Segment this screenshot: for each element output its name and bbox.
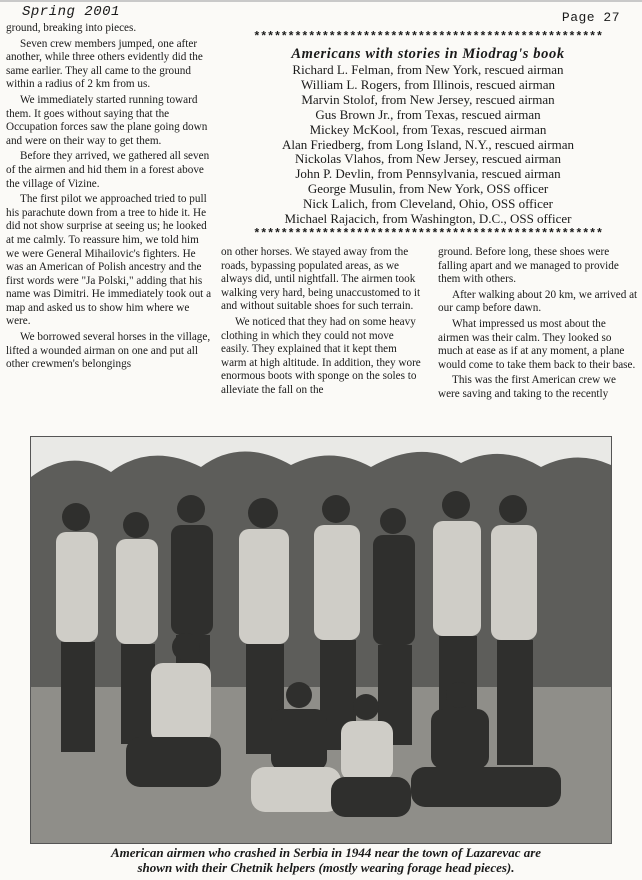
name-item: Michael Rajacich, from Washington, D.C., OSS officer [284,211,572,227]
paragraph: What impressed us most about the airmen was their calm. They looked so much at ease as if at any moment, a plane would come to take them back to their base. [438,317,636,371]
paragraph: We immediately started running toward them. It goes without saying that the Occupation forces saw the plane going down and were on their way to get them. [6,93,208,147]
name-list [223,63,633,227]
paragraph: This was the first American crew we were saving and taking to the recently [438,374,617,400]
photo-caption [20,846,632,875]
photo-illustration [31,437,611,843]
page-number: Page 27 [561,10,620,25]
name-item: John P. Devlin, from Pennsylvania, rescued airman [295,166,561,182]
name-item: George Musulin, from New York, OSS officer [307,181,549,197]
paragraph: We borrowed several horses in the village, lifted a wounded airman on one and put all other crewmen's belongings [6,331,211,371]
star-divider-top: *************************************************** [253,30,603,44]
name-item: Nick Lalich, from Cleveland, Ohio, OSS officer [303,196,553,212]
person [373,508,415,745]
paragraph: Before they arrived, we gathered all seven of the airmen and hid them in a forest above the village of Vizine. [6,150,210,190]
name-item: Mickey McKool, from Texas, rescued airman [309,121,547,137]
paragraph: We noticed that they had on some heavy clothing in which they could not move easily. They explained that it kept them warm at high altitude. In addition, they wore enormous boots with sponge on the soles to alleviate the fall on the [221,315,421,396]
group-photo [30,436,612,844]
paragraph: ground, breaking into pieces. [6,22,137,34]
paragraph: Seven crew members jumped, one after another, while three others evidently did the same earlier. They all came to the ground within a radius of 2 km from us. [6,37,203,91]
top-rule [0,0,642,2]
caption-line: shown with their Chetnik helpers (mostly wearing forage head pieces). [137,859,515,875]
issue-header: Spring 2001 [22,4,120,20]
column-right [438,246,638,404]
name-item: Marvin Stolof, from New Jersey, rescued airman [301,91,555,107]
column-left [6,22,212,374]
paragraph: ground. Before long, these shoes were falling apart and we managed to provide them with others. [438,246,619,286]
name-item: Richard L. Felman, from New York, rescued airman [292,62,564,77]
name-item: Gus Brown Jr., from Texas, rescued airman [315,106,541,122]
caption-line: American airmen who crashed in Serbia in 1944 near the town of Lazarevac are [110,845,542,860]
star-divider-bottom: *************************************************** [253,226,603,241]
name-item: William L. Rogers, from Illinois, rescued airman [301,76,555,92]
column-middle [221,246,424,400]
person [491,495,537,765]
paragraph: on other horses. We stayed away from the roads, bypassing populated areas, as we always did, until nightfall. The airmen took walking very hard, being unaccustomed to it and without suitable shoes for such terrain. [221,246,421,313]
paragraph: The first pilot we approached tried to pull his parachute down from a tree to hide it. He did not show surprise at seeing us; he looked at me calmly. To reassure him, we told him we were General Mihailovic's fighters. He was an American of Polish ancestry and the first words were "Ja Polski," adding that his name was Dimitri. He immediately took out a map and asked us to show him where we were. [6,193,212,328]
name-item: Alan Friedberg, from Long Island, N.Y., rescued airman [282,136,574,152]
name-item: Nickolas Vlahos, from New Jersey, rescued airman [294,151,562,167]
person [56,503,98,752]
americans-sidebar [223,30,633,241]
paragraph: After walking about 20 km, we arrived at our camp before dawn. [438,288,638,315]
sidebar-title: Americans with stories in Miodrag's book [291,46,565,62]
